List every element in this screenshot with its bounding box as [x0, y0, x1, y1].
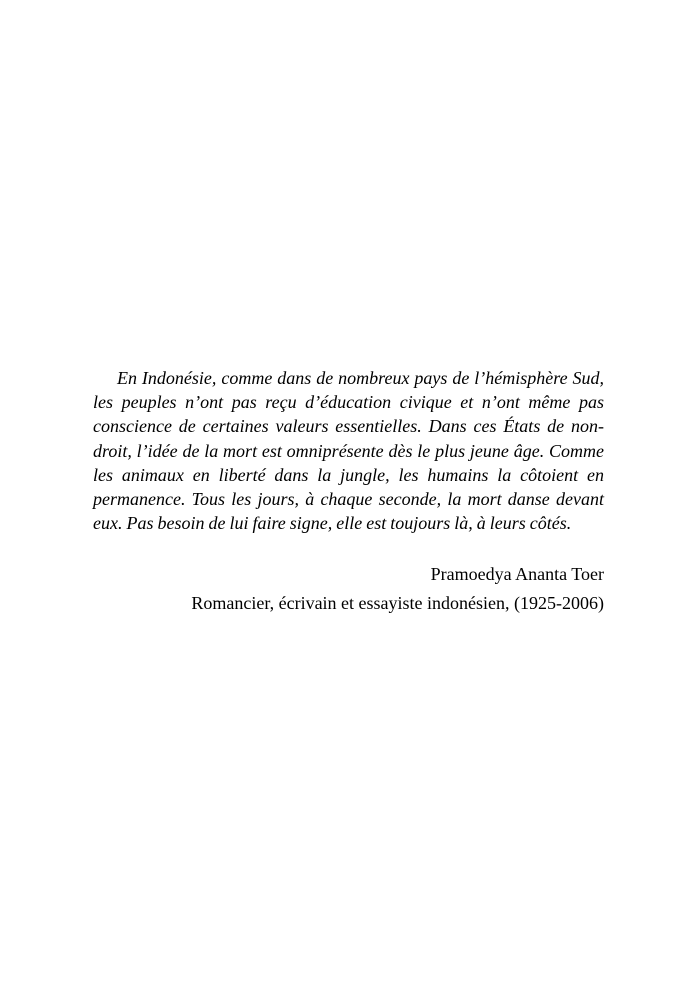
epigraph-attribution: [93, 560, 604, 618]
author-description: Romancier, écrivain et essayiste indonésien, (1925-2006): [191, 593, 604, 613]
epigraph-quote: En Indonésie, comme dans de nombreux pays de l’hémisphère Sud, les peuples n’ont pas reçu d’éducation civique et n’ont même pas conscience de certaines valeurs essentielles. Dans ces États de non-droit, l’idée de la mort est omniprésente dès le plus jeune âge. Comme les animaux en liberté dans la jungle, les humains la côtoient en permanence. Tous les jours, à chaque seconde, la mort danse devant eux. Pas besoin de lui faire signe, elle est toujours là, à leurs côtés.: [93, 368, 604, 534]
author-name: Pramoedya Ananta Toer: [430, 564, 604, 584]
